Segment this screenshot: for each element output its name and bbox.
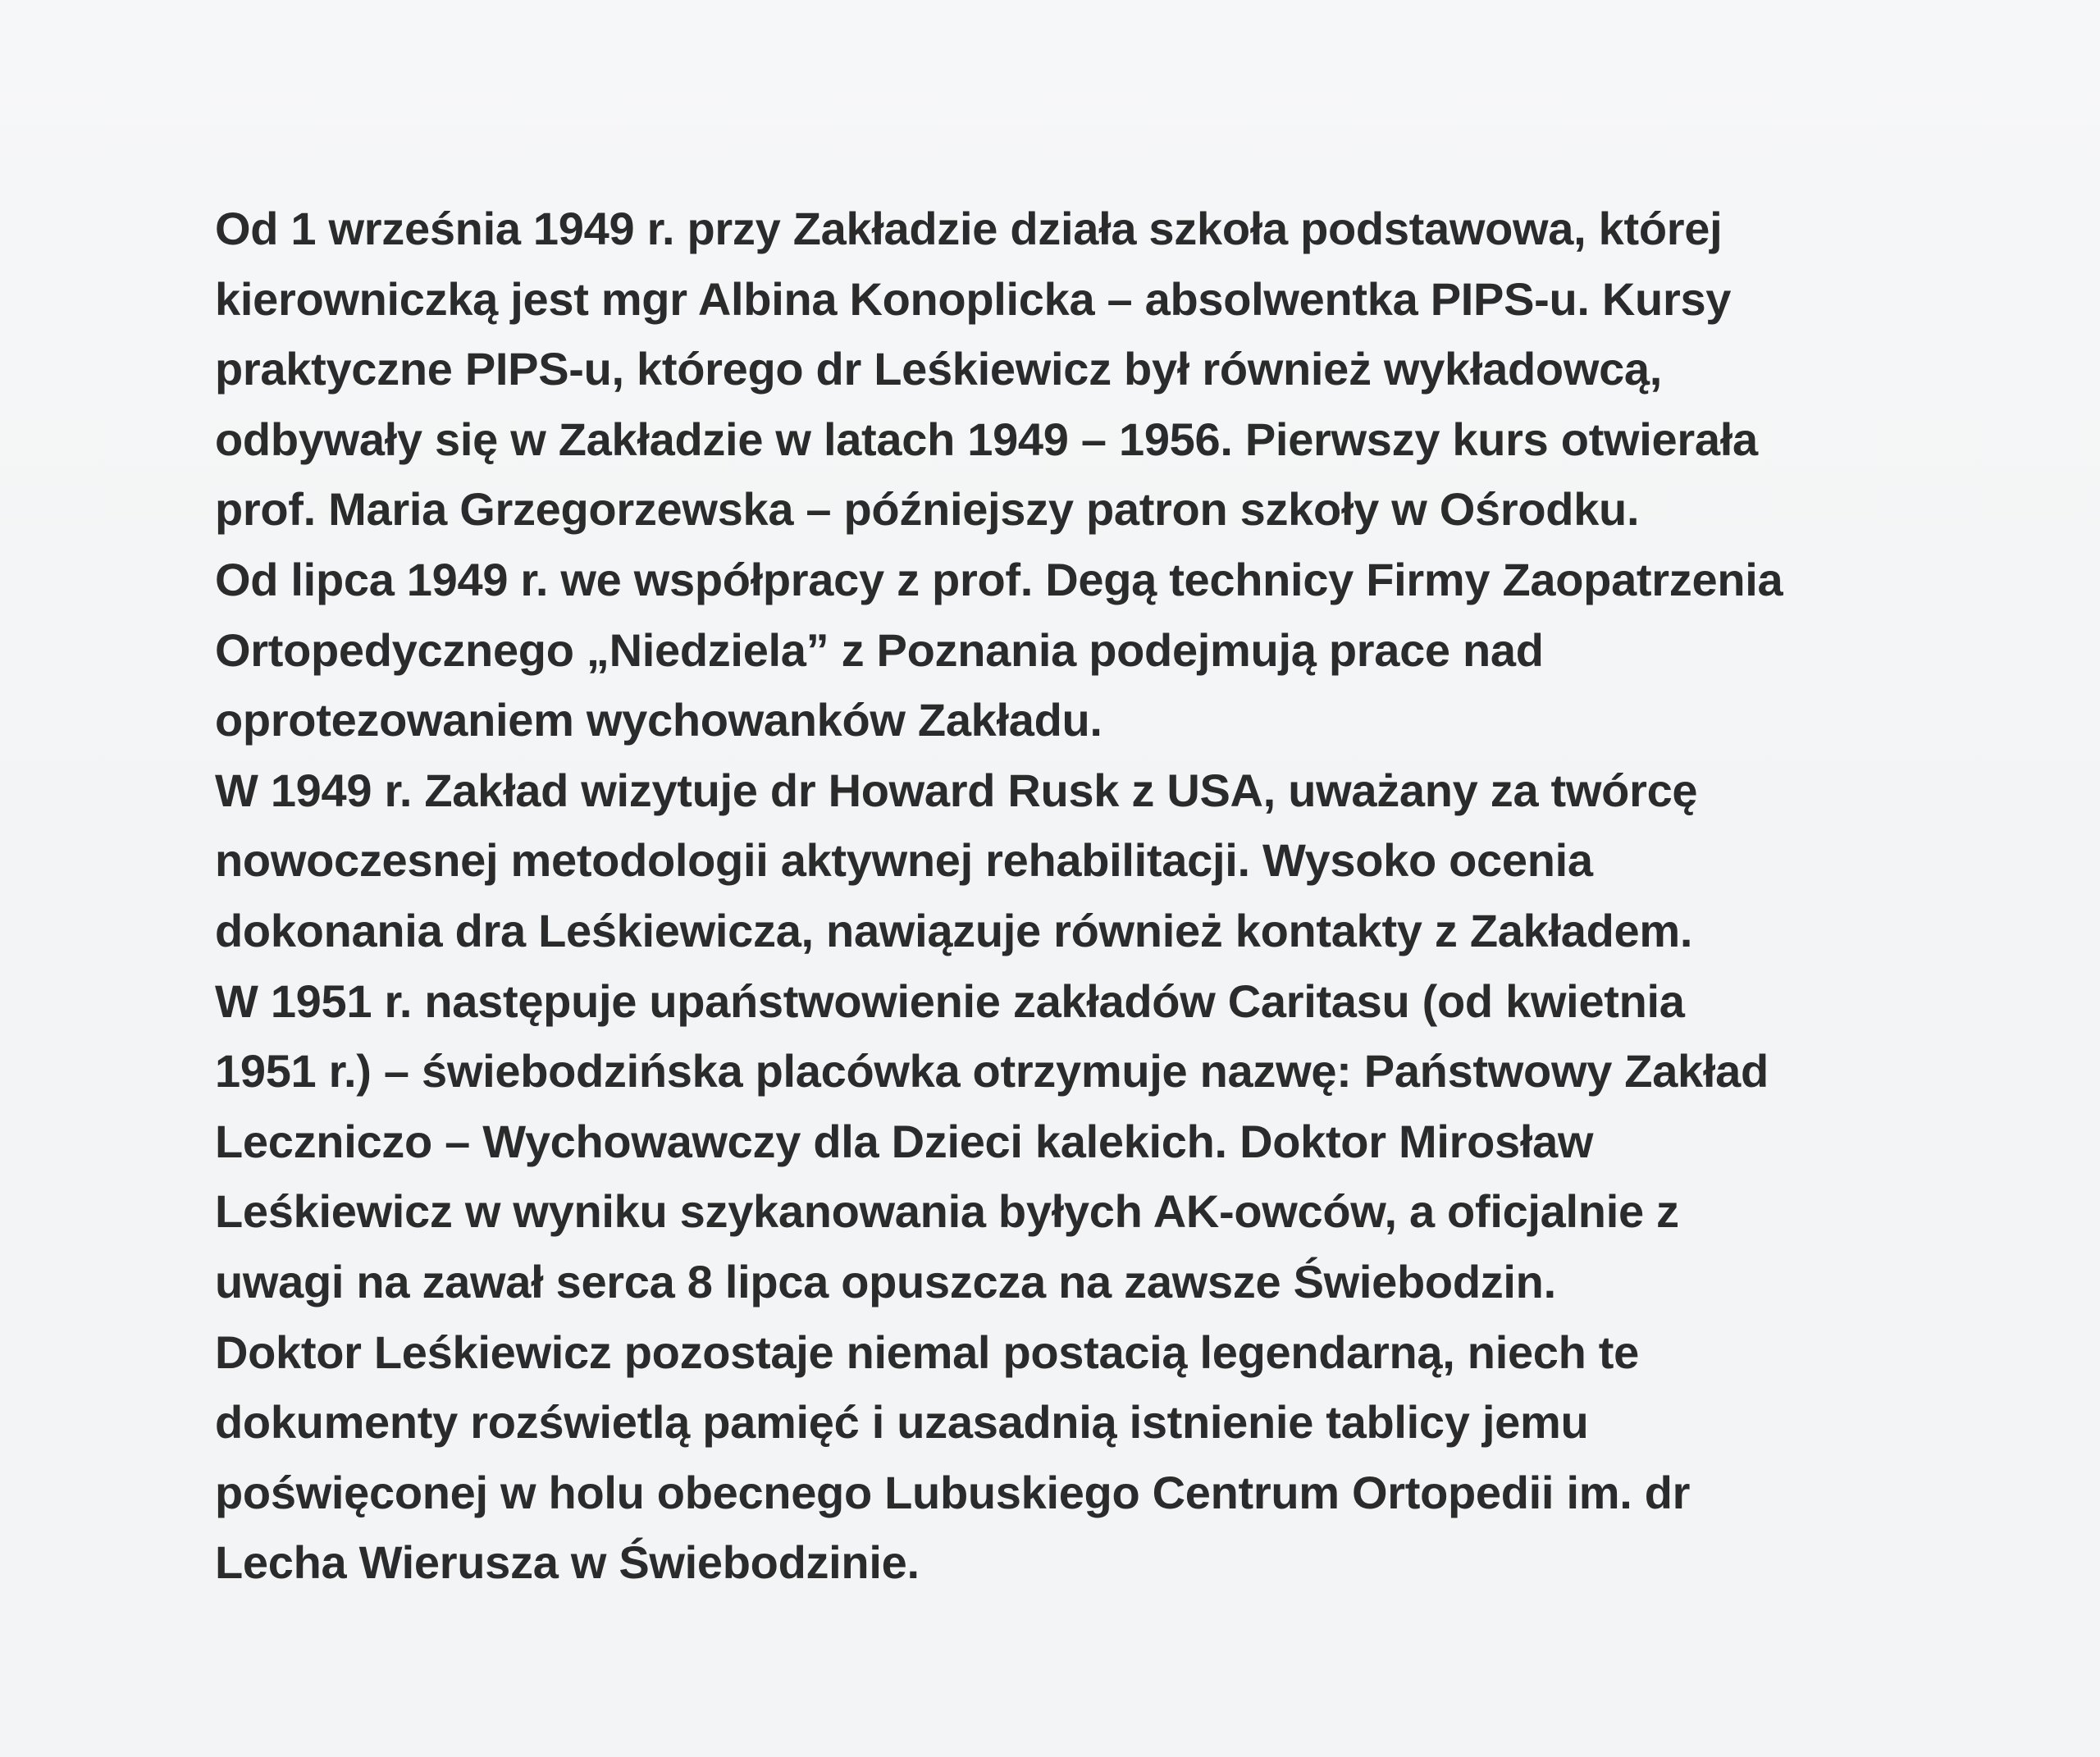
text-line: Doktor Leśkiewicz pozostaje niemal postacią legendarną, niech te bbox=[215, 1326, 1639, 1378]
text-line: Lecha Wierusza w Świebodzinie. bbox=[215, 1536, 920, 1589]
text-line: dokonania dra Leśkiewicza, nawiązuje również kontakty z Zakładem. bbox=[215, 904, 1693, 956]
text-line: oprotezowaniem wychowanków Zakładu. bbox=[215, 694, 1102, 746]
text-line: dokumenty rozświetlą pamięć i uzasadnią istnienie tablicy jemu bbox=[215, 1396, 1589, 1449]
text-line: 1951 r.) – świebodzińska placówka otrzymuje nazwę: Państwowy Zakład bbox=[215, 1045, 1769, 1098]
text-line: W 1951 r. następuje upaństwowienie zakładów Caritasu (od kwietnia bbox=[215, 974, 1685, 1027]
text-line: W 1949 r. Zakład wizytuje dr Howard Rusk z USA, uważany za twórcę bbox=[215, 764, 1698, 816]
text-line: poświęconej w holu obecnego Lubuskiego Centrum Ortopedii im. dr bbox=[215, 1466, 1691, 1518]
text-line: nowoczesnej metodologii aktywnej rehabilitacji. Wysoko ocenia bbox=[215, 834, 1593, 887]
text-line: Ortopedycznego „Niedziela” z Poznania podejmują prace nad bbox=[215, 623, 1544, 676]
text-line: kierowniczką jest mgr Albina Konoplicka – absolwentka PIPS-u. Kursy bbox=[215, 272, 1732, 325]
text-line: Od lipca 1949 r. we współpracy z prof. Degą technicy Firmy Zaopatrzenia bbox=[215, 553, 1783, 605]
text-line: praktyczne PIPS-u, którego dr Leśkiewicz był również wykładowcą, bbox=[215, 343, 1663, 395]
text-line: Od 1 września 1949 r. przy Zakładzie działa szkoła podstawowa, której bbox=[215, 203, 1723, 254]
text-line: uwagi na zawał serca 8 lipca opuszcza na zawsze Świebodzin. bbox=[215, 1255, 1556, 1307]
text-line: Leczniczo – Wychowawczy dla Dzieci kalekich. Doktor Mirosław bbox=[215, 1115, 1594, 1167]
document-text-block bbox=[215, 194, 1921, 1598]
text-line: prof. Maria Grzegorzewska – późniejszy patron szkoły w Ośrodku. bbox=[215, 483, 1640, 536]
text-line: odbywały się w Zakładzie w latach 1949 – 1956. Pierwszy kurs otwierała bbox=[215, 413, 1758, 465]
text-line: Leśkiewicz w wyniku szykanowania byłych AK-owców, a oficjalnie z bbox=[215, 1185, 1679, 1238]
